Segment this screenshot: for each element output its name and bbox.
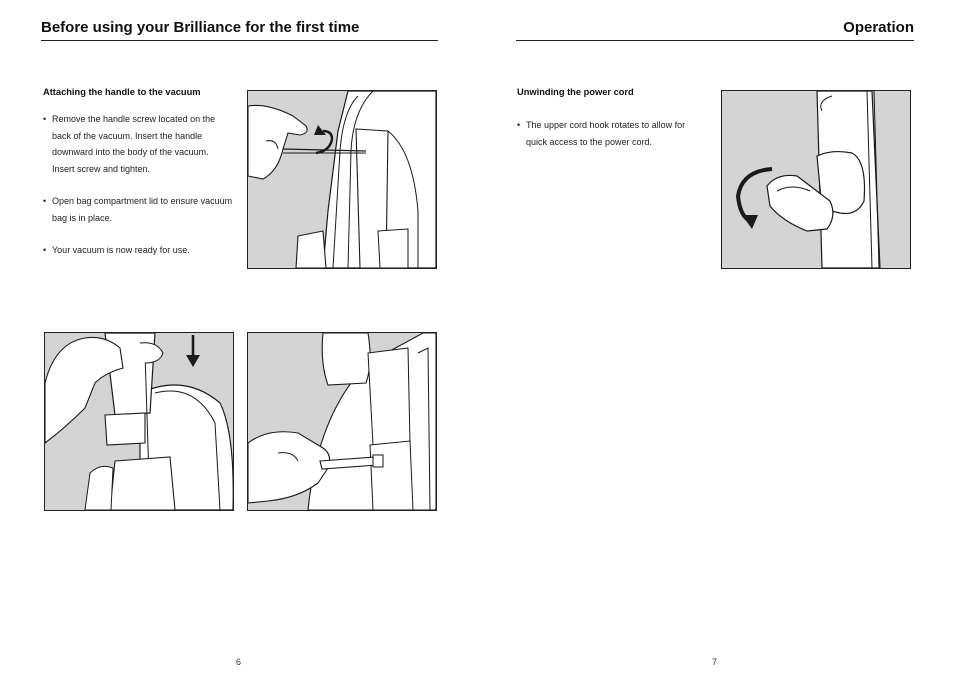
bullet-cord-hook: • The upper cord hook rotates to allow for quick access to the power cord. [517, 117, 707, 150]
left-page-title: Before using your Brilliance for the first time [41, 19, 360, 36]
bullet-ready: • Your vacuum is now ready for use. [43, 242, 233, 259]
left-title-rule [41, 40, 438, 41]
figure-cord-hook [721, 90, 911, 269]
handle-insertion-illustration [45, 333, 233, 510]
right-section-heading: Unwinding the power cord [517, 87, 634, 97]
cord-hook-illustration [722, 91, 910, 268]
left-bullet-list [43, 111, 233, 259]
figure-tighten-screw [247, 332, 437, 511]
screw-tightening-illustration [248, 333, 436, 510]
figure-remove-screw [247, 90, 437, 269]
right-title-rule [516, 40, 914, 41]
right-bullet-list [517, 117, 707, 150]
right-page-number: 7 [712, 657, 718, 667]
bullet-open-bag: • Open bag compartment lid to ensure vacuum bag is in place. [43, 193, 233, 226]
left-page-number: 6 [236, 657, 242, 667]
bullet-remove-screw: • Remove the handle screw located on the back of the vacuum. Insert the handle downward into the body of the vacuum. Insert screw and tighten. [43, 111, 233, 177]
figure-insert-handle [44, 332, 234, 511]
left-section-heading: Attaching the handle to the vacuum [43, 87, 201, 97]
right-page-title: Operation [843, 19, 914, 36]
screw-removal-illustration [248, 91, 436, 268]
